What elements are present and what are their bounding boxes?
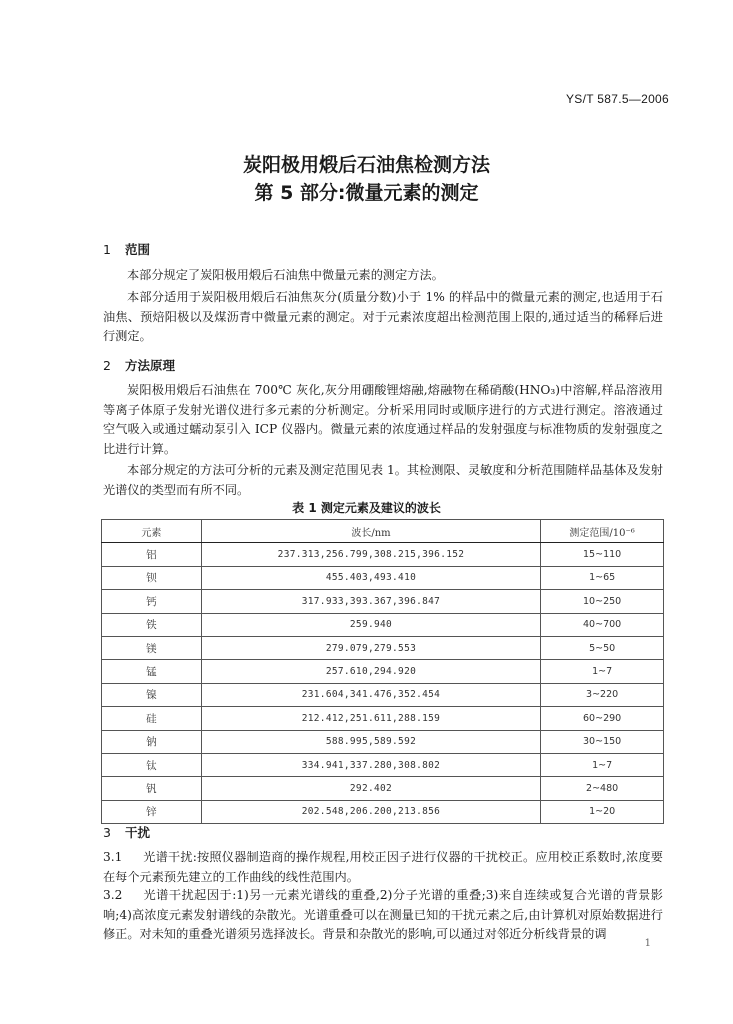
wavelength-cell: 292.402 <box>201 777 541 800</box>
section-heading-scope <box>103 240 150 258</box>
table-row <box>102 660 664 683</box>
clause-3-2 <box>103 886 663 945</box>
table-row <box>102 613 664 636</box>
wavelength-cell: 334.941,337.280,308.802 <box>201 753 541 776</box>
wavelength-cell: 237.313,256.799,308.215,396.152 <box>201 543 541 566</box>
range-cell: 1~7 <box>541 753 664 776</box>
element-wavelength-table <box>101 519 664 824</box>
clause-3-1 <box>103 848 663 887</box>
range-cell: 60~290 <box>541 707 664 730</box>
page-number: 1 <box>644 938 651 949</box>
wavelength-cell: 588.995,589.592 <box>201 730 541 753</box>
paragraph: 本部分适用于炭阳极用煅后石油焦灰分(质量分数)小于 1% 的样品中的微量元素的测定,也适用于石油焦、预焙阳极以及煤沥青中微量元素的测定。对于元素浓度超出检测范围上限的,通过适当的稀释后进行测定。 <box>103 290 663 343</box>
section-heading-principle <box>103 356 175 374</box>
wavelength-cell: 257.610,294.920 <box>201 660 541 683</box>
element-cell: 锰 <box>102 660 202 683</box>
range-cell: 10~250 <box>541 590 664 613</box>
section-number: 1 <box>103 242 111 257</box>
range-cell: 5~50 <box>541 636 664 659</box>
element-cell: 镍 <box>102 683 202 706</box>
range-cell: 1~65 <box>541 566 664 589</box>
clause-number: 3.2 <box>103 888 123 902</box>
table-row <box>102 800 664 823</box>
element-cell: 镁 <box>102 636 202 659</box>
element-cell: 钙 <box>102 590 202 613</box>
clause-text: 光谱干扰:按照仪器制造商的操作规程,用校正因子进行仪器的干扰校正。应用校正系数时,浓度要在每个元素预先建立的工作曲线的线性范围内。 <box>103 850 663 884</box>
table-row <box>102 753 664 776</box>
wavelength-cell: 259.940 <box>201 613 541 636</box>
table-caption: 表 1 测定元素及建议的波长 <box>292 501 441 515</box>
range-cell: 40~700 <box>541 613 664 636</box>
paragraph: 炭阳极用煅后石油焦在 700℃ 灰化,灰分用硼酸锂熔融,熔融物在稀硝酸(HNO₃)中溶解,样品溶液用等离子体原子发射光谱仪进行多元素的分析测定。分析采用同时或顺序进行的方式进行测定。溶液通过空气吸入或通过蠕动泵引入 ICP 仪器内。微量元素的浓度通过样品的发射强度与标准物质的发射强度之比进行计算。 <box>103 383 663 456</box>
range-cell: 15~110 <box>541 543 664 566</box>
element-cell: 钛 <box>102 753 202 776</box>
wavelength-cell: 212.412,251.611,288.159 <box>201 707 541 730</box>
table-row <box>102 636 664 659</box>
section-title: 干扰 <box>125 825 151 840</box>
table-row <box>102 777 664 800</box>
wavelength-cell: 202.548,206.200,213.856 <box>201 800 541 823</box>
column-header: 波长/nm <box>201 520 541 543</box>
section-heading-interference <box>103 823 150 841</box>
document-subtitle: 第 5 部分:微量元素的测定 <box>254 182 479 204</box>
column-header: 测定范围/10⁻⁶ <box>541 520 664 543</box>
clause-text: 光谱干扰起因于:1)另一元素光谱线的重叠,2)分子光谱的重叠;3)来自连续或复合光谱的背景影响;4)高浓度元素发射谱线的杂散光。光谱重叠可以在测量已知的干扰元素之后,由计算机对原始数据进行修正。对未知的重叠光谱须另选择波长。背景和杂散光的影响,可以通过对邻近分析线背景的调 <box>103 888 663 941</box>
range-cell: 3~220 <box>541 683 664 706</box>
wavelength-cell: 317.933,393.367,396.847 <box>201 590 541 613</box>
column-header: 元素 <box>102 520 202 543</box>
table-row <box>102 543 664 566</box>
section-title: 方法原理 <box>125 358 176 373</box>
wavelength-cell: 231.604,341.476,352.454 <box>201 683 541 706</box>
element-cell: 铁 <box>102 613 202 636</box>
element-cell: 锌 <box>102 800 202 823</box>
element-cell: 硅 <box>102 707 202 730</box>
element-cell: 钒 <box>102 777 202 800</box>
table-row <box>102 566 664 589</box>
clause-number: 3.1 <box>103 850 123 864</box>
table-row <box>102 590 664 613</box>
range-cell: 1~7 <box>541 660 664 683</box>
paragraph: 本部分规定了炭阳极用煅后石油焦中微量元素的测定方法。 <box>127 268 444 282</box>
section-number: 2 <box>103 358 111 373</box>
wavelength-cell: 279.079,279.553 <box>201 636 541 659</box>
table-row <box>102 730 664 753</box>
element-cell: 钠 <box>102 730 202 753</box>
range-cell: 2~480 <box>541 777 664 800</box>
wavelength-cell: 455.403,493.410 <box>201 566 541 589</box>
table-row <box>102 683 664 706</box>
section-title: 范围 <box>125 242 151 257</box>
document-title: 炭阳极用煅后石油焦检测方法 <box>242 154 490 176</box>
element-cell: 铝 <box>102 543 202 566</box>
section-number: 3 <box>103 825 111 840</box>
element-cell: 钡 <box>102 566 202 589</box>
table-header-row <box>102 520 664 543</box>
paragraph: 本部分规定的方法可分析的元素及测定范围见表 1。其检测限、灵敏度和分析范围随样品基体及发射光谱仪的类型而有所不同。 <box>103 463 663 497</box>
table-row <box>102 707 664 730</box>
range-cell: 30~150 <box>541 730 664 753</box>
standard-code: YS/T 587.5—2006 <box>565 92 669 106</box>
range-cell: 1~20 <box>541 800 664 823</box>
